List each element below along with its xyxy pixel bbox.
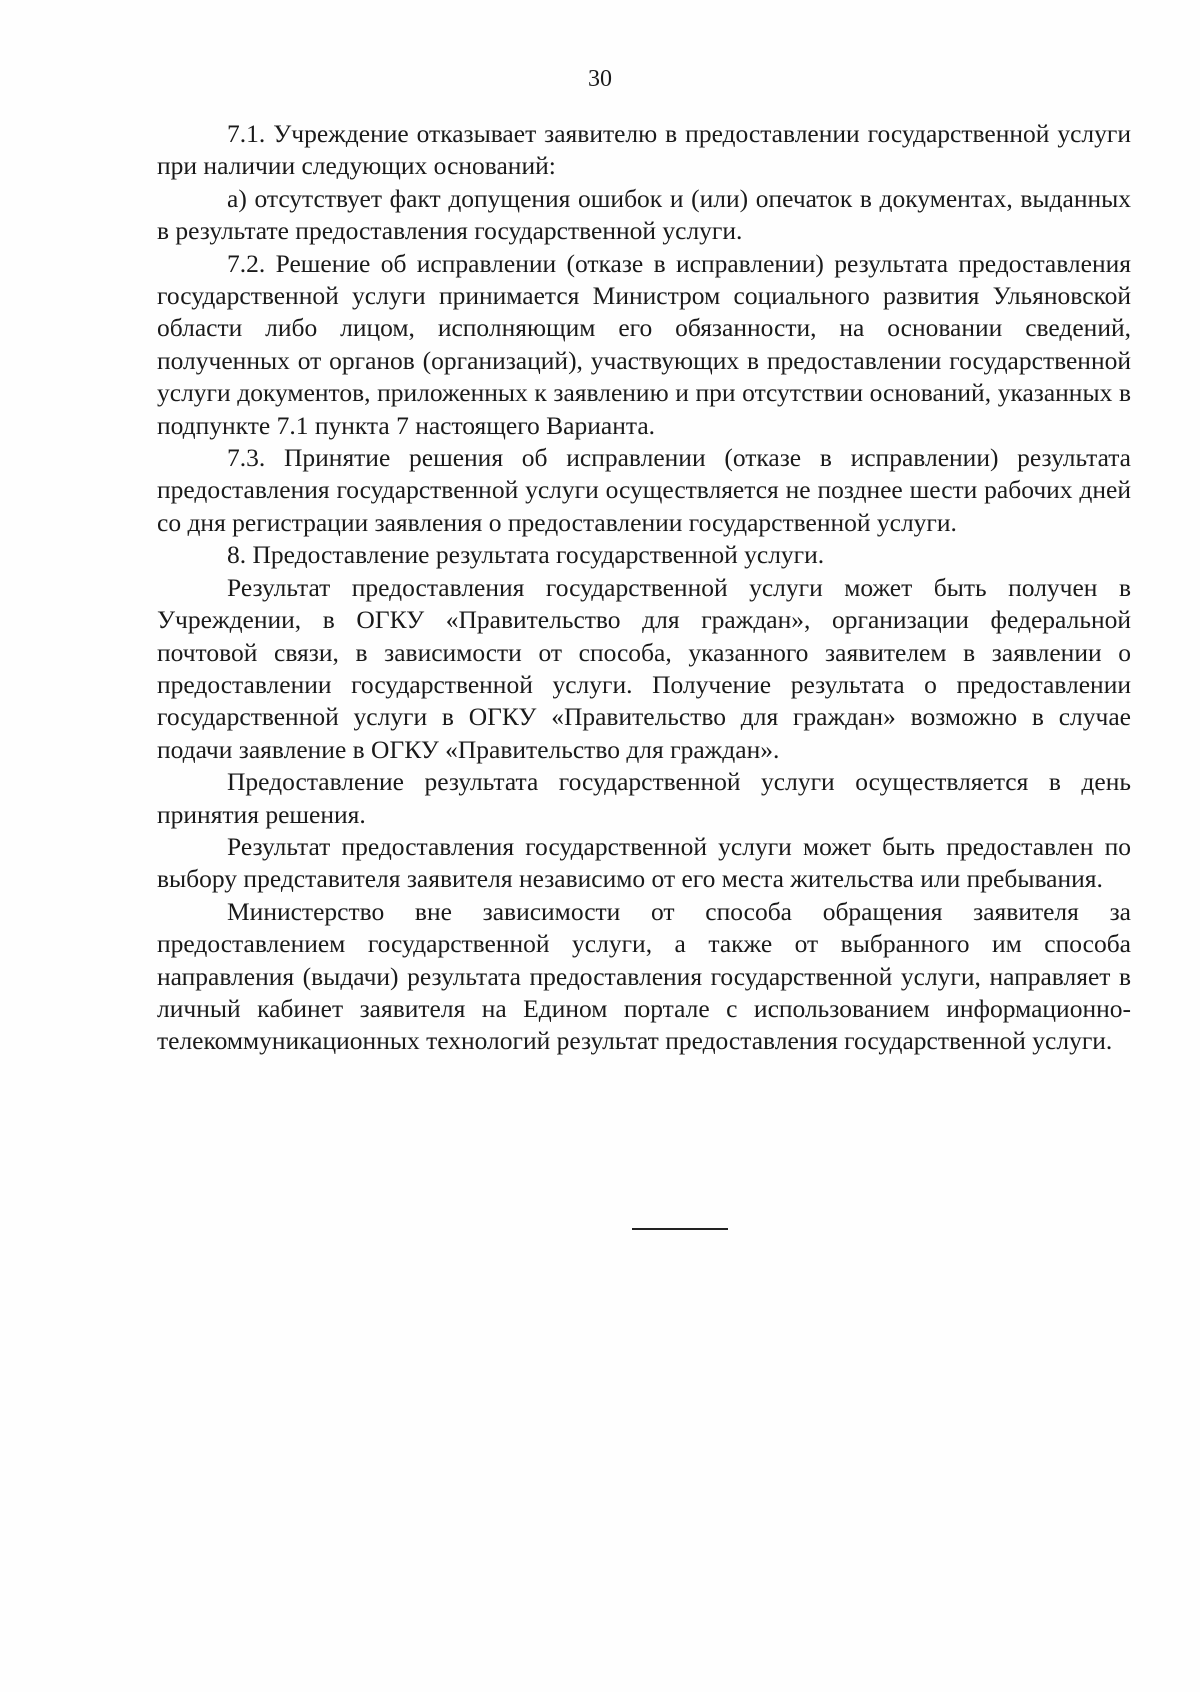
- closing-rule: [632, 1228, 728, 1230]
- paragraph-8-result-receipt: Результат предоставления государственной услуги может быть получен в Учреждении, в ОГКУ «Правительство для граждан», организации федеральной почтовой связи, в зависимости от способа, указанного заявителем в заявлении о предоставлении государственной услуги. Получение результата о предоставлении государственной услуги в ОГКУ «Правительство для граждан» возможно в случае подачи заявление в ОГКУ «Правительство для граждан».: [157, 572, 1131, 764]
- paragraph-7-1-a: а) отсутствует факт допущения ошибок и (или) опечаток в документах, выданных в результате предоставления государственной услуги.: [157, 183, 1131, 246]
- paragraph-7-2: 7.2. Решение об исправлении (отказе в исправлении) результата предоставления государственной услуги принимается Министром социального развития Ульяновской области либо лицом, исполняющим его обязанности, на основании сведений, полученных от органов (организаций), участвующих в предоставлении государственной услуги документов, приложенных к заявлению и при отсутствии оснований, указанных в подпункте 7.1 пункта 7 настоящего Варианта.: [157, 248, 1131, 440]
- paragraph-8-ministry: Министерство вне зависимости от способа обращения заявителя за предоставлением государственной услуги, а также от выбранного им способа направления (выдачи) результата предоставления государственной услуги, направляет в личный кабинет заявителя на Едином портале с использованием информационно-телекоммуникационных технологий результат предоставления государственной услуги.: [157, 896, 1131, 1056]
- paragraph-8-heading: 8. Предоставление результата государственной услуги.: [227, 540, 825, 570]
- paragraph-8-representative: Результат предоставления государственной услуги может быть предоставлен по выбору представителя заявителя независимо от его места жительства или пребывания.: [157, 831, 1131, 894]
- document-body: [157, 118, 1131, 1058]
- paragraph-8-result-timing: Предоставление результата государственной услуги осуществляется в день принятия решения.: [157, 767, 1131, 829]
- page-number: 30: [588, 66, 612, 92]
- paragraph-7-3: 7.3. Принятие решения об исправлении (отказе в исправлении) результата предоставления государственной услуги осуществляется не позднее шести рабочих дней со дня регистрации заявления о предоставлении государственной услуги.: [157, 443, 1131, 537]
- paragraph-7-1: 7.1. Учреждение отказывает заявителю в предоставлении государственной услуги при наличии следующих оснований:: [157, 119, 1131, 181]
